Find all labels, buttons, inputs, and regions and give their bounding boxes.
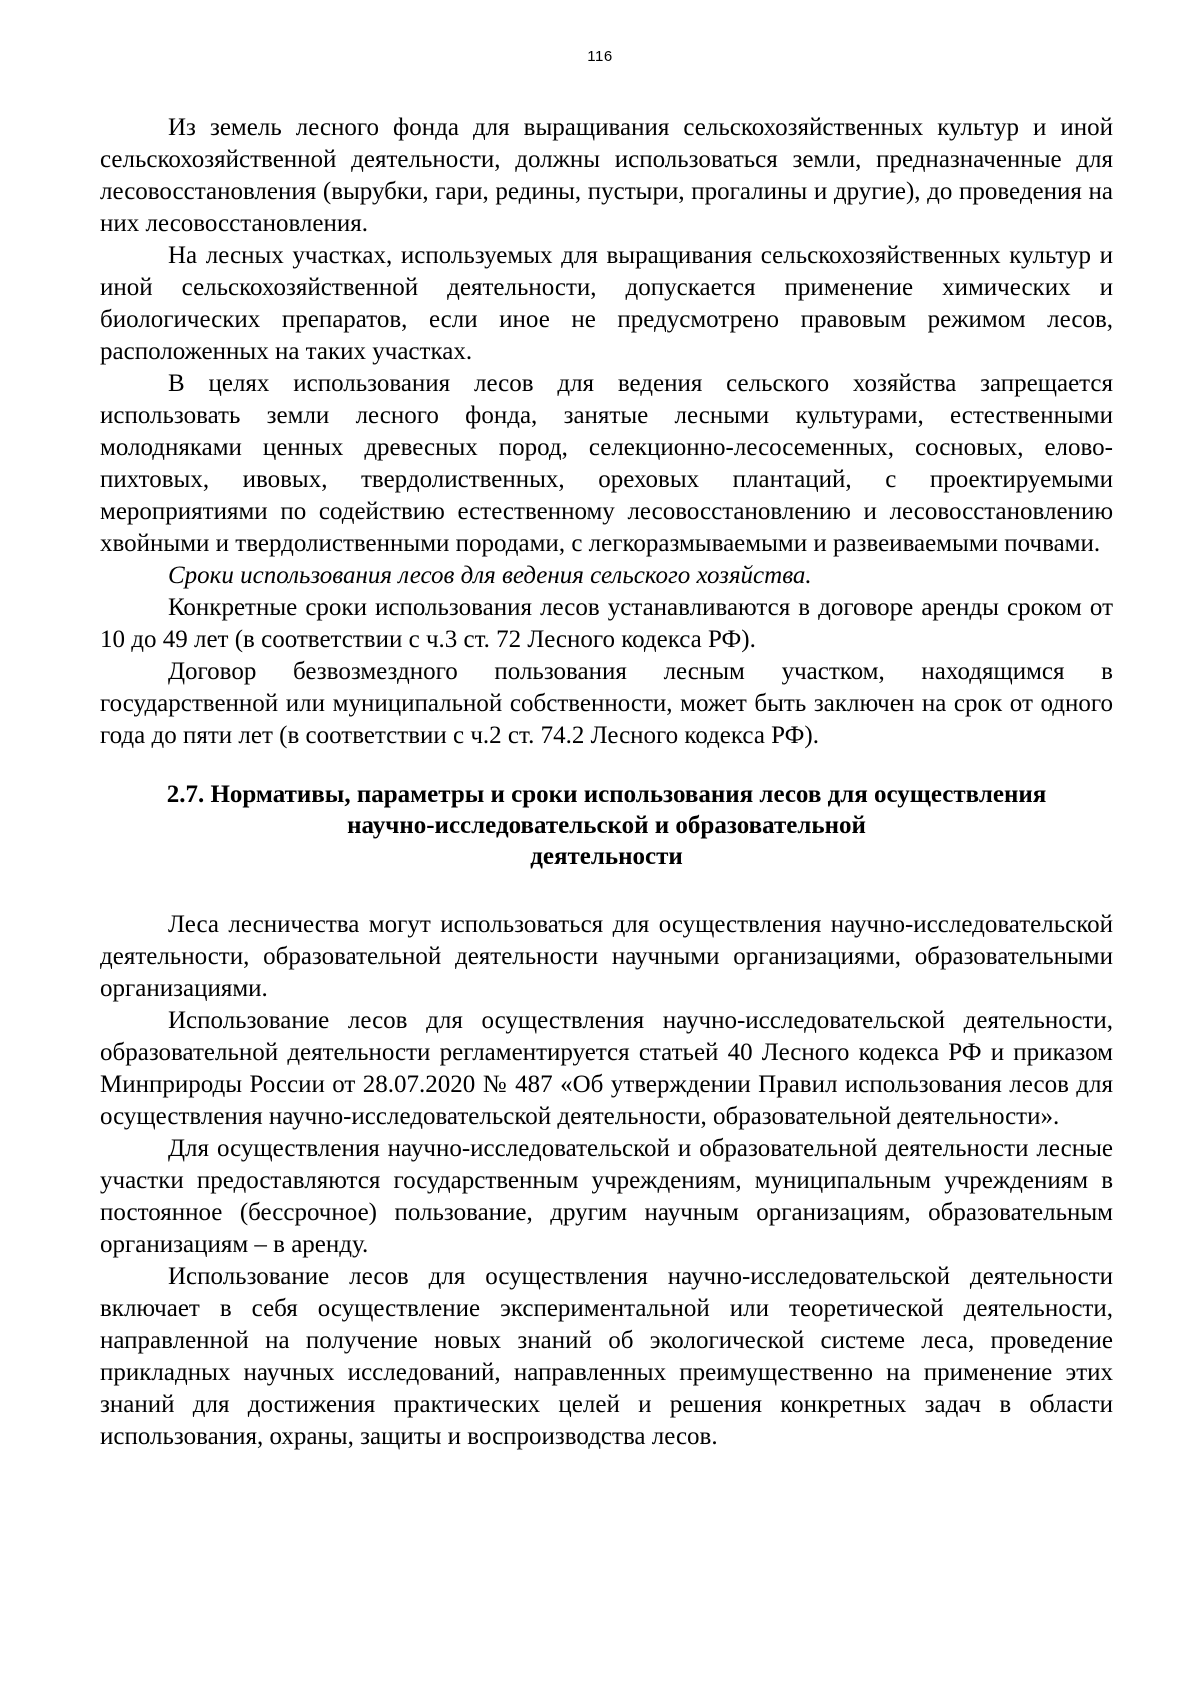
italic-subheading: Сроки использования лесов для ведения сельского хозяйства.: [168, 562, 812, 589]
section-heading-line: научно-исследовательской и образовательной: [347, 812, 866, 839]
paragraph: В целях использования лесов для ведения сельского хозяйства запрещается использовать земли лесного фонда, занятые лесными культурами, естественными молодняками ценных древесных пород, селекционно-лесосеменных, сосновых, елово-пихтовых, ивовых, твердолиственных, ореховых плантаций, с проектируемыми мероприятиями по содействию естественному лесовосстановлению и лесовосстановлению хвойными и твердолиственными породами, с легкоразмываемыми и развеиваемыми почвами.: [100, 370, 1113, 557]
paragraph: На лесных участках, используемых для выращивания сельскохозяйственных культур и иной сельскохозяйственной деятельности, допускается применение химических и биологических препаратов, если иное не предусмотрено правовым режимом лесов, расположенных на таких участках.: [100, 242, 1113, 365]
page-content: [100, 112, 1113, 1453]
section-heading-line: 2.7. Нормативы, параметры и сроки использования лесов для осуществления: [166, 781, 1047, 808]
page-number: 116: [587, 48, 613, 65]
paragraph: Из земель лесного фонда для выращивания сельскохозяйственных культур и иной сельскохозяйственной деятельности, должны использоваться земли, предназначенные для лесовосстановления (вырубки, гари, редины, пустыри, прогалины и другие), до проведения на них лесовосстановления.: [100, 114, 1113, 237]
paragraph: Договор безвозмездного пользования лесным участком, находящимся в государственной или муниципальной собственности, может быть заключен на срок от одного года до пяти лет (в соответствии с ч.2 ст. 74.2 Лесного кодекса РФ).: [100, 658, 1113, 749]
paragraph: Для осуществления научно-исследовательской и образовательной деятельности лесные участки предоставляются государственным учреждениям, муниципальным учреждениям в постоянное (бессрочное) пользование, другим научным организациям, образовательным организациям – в аренду.: [100, 1135, 1113, 1258]
section-heading-line: деятельности: [530, 843, 683, 870]
section-heading: [100, 779, 1113, 872]
paragraph: Использование лесов для осуществления научно-исследовательской деятельности, образовательной деятельности регламентируется статьей 40 Лесного кодекса РФ и приказом Минприроды России от 28.07.2020 № 487 «Об утверждении Правил использования лесов для осуществления научно-исследовательской деятельности, образовательной деятельности».: [100, 1007, 1113, 1130]
paragraph: Использование лесов для осуществления научно-исследовательской деятельности включает в себя осуществление экспериментальной или теоретической деятельности, направленной на получение новых знаний об экологической системе леса, проведение прикладных научных исследований, направленных преимущественно на применение этих знаний для достижения практических целей и решения конкретных задач в области использования, охраны, защиты и воспроизводства лесов.: [100, 1263, 1113, 1450]
paragraph: Конкретные сроки использования лесов устанавливаются в договоре аренды сроком от 10 до 49 лет (в соответствии с ч.3 ст. 72 Лесного кодекса РФ).: [100, 594, 1113, 653]
paragraph: Леса лесничества могут использоваться для осуществления научно-исследовательской деятельности, образовательной деятельности научными организациями, образовательными организациями.: [100, 911, 1113, 1002]
